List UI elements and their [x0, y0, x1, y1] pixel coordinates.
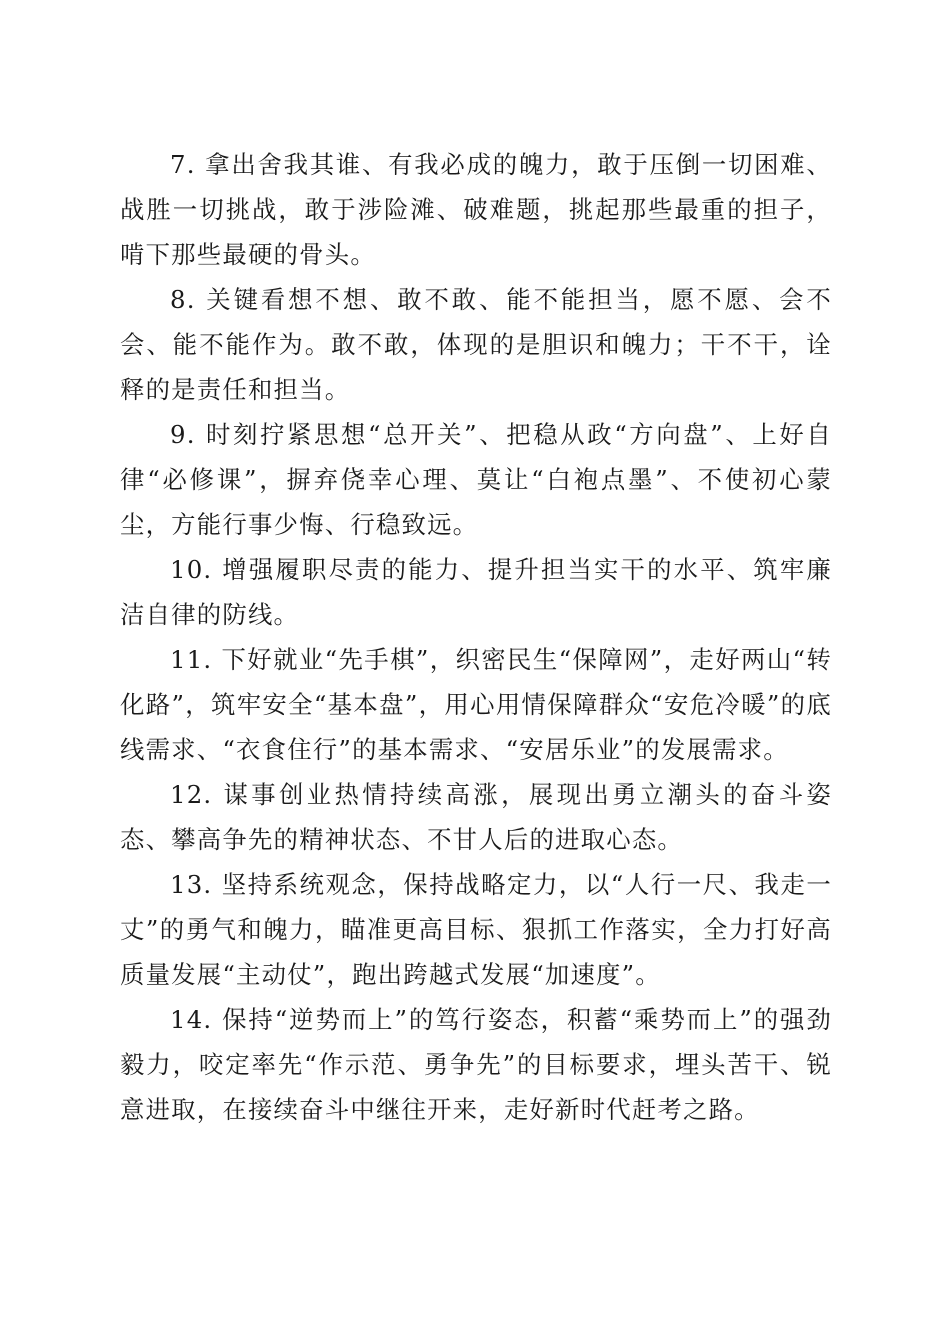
- paragraph-12: 12. 谋事创业热情持续高涨，展现出勇立潮头的奋斗姿态、攀高争先的精神状态、不甘人后的进取心态。: [120, 780, 832, 854]
- paragraph-14: 14. 保持“逆势而上”的笃行姿态，积蓄“乘势而上”的强劲毅力，咬定率先“作示范、勇争先”的目标要求，埋头苦干、锐意进取，在接续奋斗中继往开来，走好新时代赶考之路。: [120, 1005, 832, 1124]
- paragraph-8: 8. 关键看想不想、敢不敢、能不能担当，愿不愿、会不会、能不能作为。敢不敢，体现的是胆识和魄力；干不干，诠释的是责任和担当。: [120, 285, 832, 404]
- document-body: [120, 142, 832, 1132]
- paragraph-10: 10. 增强履职尽责的能力、提升担当实干的水平、筑牢廉洁自律的防线。: [120, 555, 832, 629]
- paragraph-11: 11. 下好就业“先手棋”，织密民生“保障网”，走好两山“转化路”，筑牢安全“基本盘”，用心用情保障群众“安危冷暖”的底线需求、“衣食住行”的基本需求、“安居乐业”的发展需求。: [120, 645, 832, 764]
- paragraph-13: 13. 坚持系统观念，保持战略定力，以“人行一尺、我走一丈”的勇气和魄力，瞄准更高目标、狠抓工作落实，全力打好高质量发展“主动仗”，跑出跨越式发展“加速度”。: [120, 870, 832, 989]
- paragraph-7: 7. 拿出舍我其谁、有我必成的魄力，敢于压倒一切困难、战胜一切挑战，敢于涉险滩、破难题，挑起那些最重的担子，啃下那些最硬的骨头。: [120, 150, 832, 269]
- paragraph-9: 9. 时刻拧紧思想“总开关”、把稳从政“方向盘”、上好自律“必修课”，摒弃侥幸心理、莫让“白袍点墨”、不使初心蒙尘，方能行事少悔、行稳致远。: [120, 420, 832, 539]
